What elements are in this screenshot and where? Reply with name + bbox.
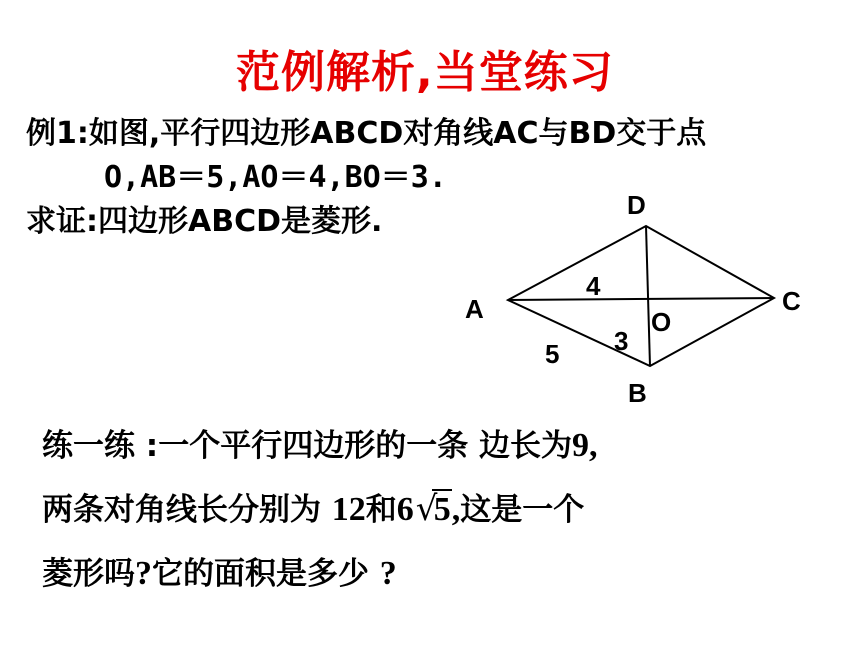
practice-line-1 [42, 420, 597, 465]
length-label-ab: 5 [545, 339, 560, 369]
vertex-label-o: O [651, 307, 672, 337]
diagonal-ac [508, 298, 774, 300]
practice-line-2 [42, 484, 584, 529]
radical-sign-icon: √ [415, 489, 438, 529]
practice-line-1-text: 练一练 :一个平行四边形的一条 边长为 [42, 428, 572, 464]
question-mark-1: ? [135, 555, 152, 592]
practice-line-3-mid: 它的面积是多少 [152, 556, 380, 592]
practice-line-2-comma: , [451, 491, 461, 528]
vertex-label-c: C [782, 286, 801, 316]
practice-line-3 [42, 548, 397, 593]
practice-line-2-mid: 和 [365, 492, 397, 528]
page-title: 范例解析,当堂练习 [236, 47, 614, 98]
question-mark-2: ? [379, 555, 397, 592]
practice-line-2-pre: 两条对角线长分别为 [42, 492, 332, 528]
practice-line-2-post: 这是一个 [460, 492, 585, 528]
vertex-label-a: A [465, 294, 484, 324]
diagonal-length-2-coefficient: 6 [396, 491, 414, 528]
vertex-label-b: B [628, 378, 647, 408]
square-root-expression [416, 491, 452, 529]
example-statement-line-2: O,AB＝5,AO＝4,BO＝3. [104, 160, 447, 195]
diagonal-bd [646, 226, 650, 366]
diagonal-length-1: 12 [331, 491, 366, 528]
vertex-label-d: D [627, 190, 646, 220]
length-label-ao: 4 [586, 271, 601, 301]
side-length-value: 9, [571, 427, 598, 464]
example-statement-line-1: 例1:如图,平行四边形ABCD对角线AC与BD交于点 [26, 116, 707, 151]
square-root-radicand: 5 [433, 491, 451, 528]
example-prove-statement: 求证:四边形ABCD是菱形. [26, 204, 383, 239]
length-label-bo: 3 [614, 326, 629, 356]
practice-line-3-pre: 菱形吗 [42, 556, 135, 592]
